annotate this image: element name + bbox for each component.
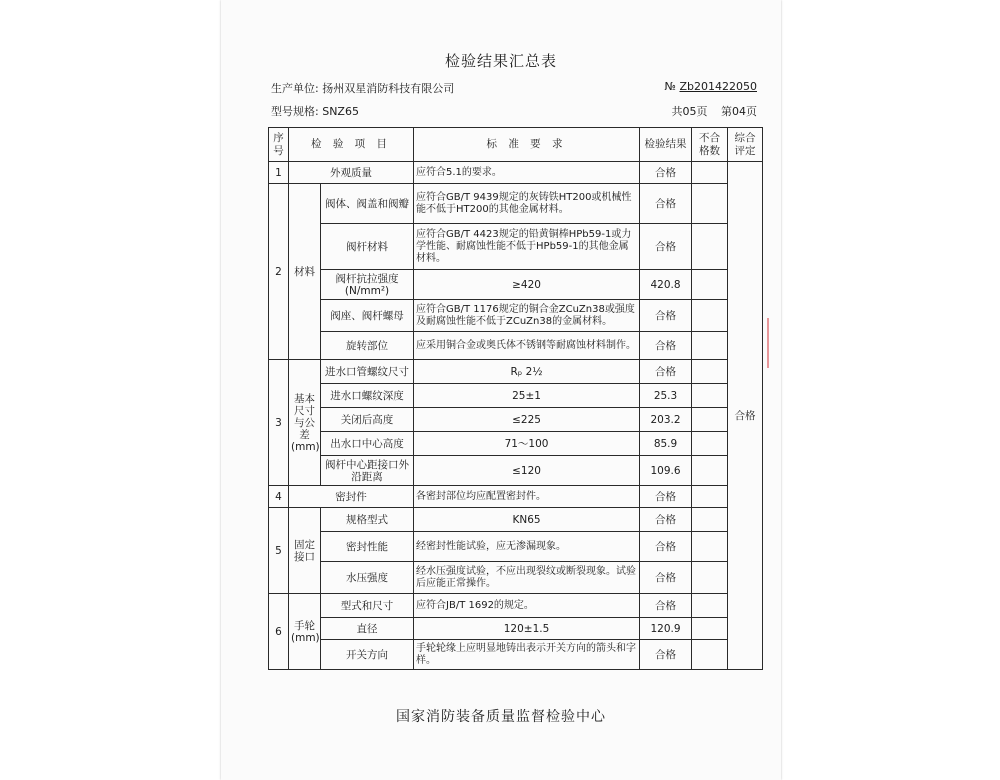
table-row <box>269 594 763 618</box>
row-subitem: 规格型式 <box>321 508 414 532</box>
row-result: 合格 <box>640 162 692 184</box>
row-fail-count <box>692 184 728 224</box>
row-requirement: 应符合5.1的要求。 <box>414 162 640 184</box>
table-row <box>269 224 763 270</box>
row-result: 203.2 <box>640 408 692 432</box>
row-requirement: KN65 <box>414 508 640 532</box>
row-fail-count <box>692 456 728 486</box>
header-fail: 不合格数 <box>692 128 728 162</box>
table-row <box>269 456 763 486</box>
report-number-value: Zb201422050 <box>679 80 757 93</box>
row-subitem: 阀杆中心距接口外沿距离 <box>321 456 414 486</box>
row-seq: 5 <box>269 508 289 594</box>
row-fail-count <box>692 384 728 408</box>
row-subitem: 水压强度 <box>321 562 414 594</box>
document-page <box>221 0 781 780</box>
row-requirement: ≤225 <box>414 408 640 432</box>
row-subitem: 密封性能 <box>321 532 414 562</box>
row-subitem: 关闭后高度 <box>321 408 414 432</box>
row-requirement: 应采用铜合金或奥氏体不锈钢等耐腐蚀材料制作。 <box>414 332 640 360</box>
row-result: 合格 <box>640 594 692 618</box>
row-result: 420.8 <box>640 270 692 300</box>
row-fail-count <box>692 594 728 618</box>
header-seq: 序号 <box>269 128 289 162</box>
table-row <box>269 562 763 594</box>
row-fail-count <box>692 508 728 532</box>
row-fail-count <box>692 618 728 640</box>
row-result: 合格 <box>640 508 692 532</box>
row-requirement: 120±1.5 <box>414 618 640 640</box>
red-seal-fragment <box>767 318 783 368</box>
row-subitem: 型式和尺寸 <box>321 594 414 618</box>
table-row <box>269 618 763 640</box>
page-indicator <box>662 103 758 119</box>
table-row <box>269 332 763 360</box>
row-subitem: 阀杆材料 <box>321 224 414 270</box>
row-requirement: 经水压强度试验，不应出现裂纹或断裂现象。试验后应能正常操作。 <box>414 562 640 594</box>
row-seq: 3 <box>269 360 289 486</box>
table-row <box>269 532 763 562</box>
header-item: 检 验 项 目 <box>289 128 414 162</box>
header-overall: 综合评定 <box>728 128 763 162</box>
row-group: 手轮(mm) <box>289 594 321 670</box>
row-subitem: 进水口螺纹深度 <box>321 384 414 408</box>
row-result: 合格 <box>640 332 692 360</box>
header-req: 标 准 要 求 <box>414 128 640 162</box>
model-label: 型号规格: <box>271 105 319 118</box>
row-fail-count <box>692 640 728 670</box>
table-row <box>269 408 763 432</box>
row-requirement: 经密封性能试验，应无渗漏现象。 <box>414 532 640 562</box>
row-fail-count <box>692 486 728 508</box>
model-value: SNZ65 <box>322 105 359 118</box>
row-result: 合格 <box>640 224 692 270</box>
row-fail-count <box>692 162 728 184</box>
row-requirement: 应符合GB/T 9439规定的灰铸铁HT200或机械性能不低于HT200的其他金属材料。 <box>414 184 640 224</box>
table-row <box>269 384 763 408</box>
row-result: 109.6 <box>640 456 692 486</box>
report-number <box>665 80 757 93</box>
table-row <box>269 300 763 332</box>
row-subitem: 开关方向 <box>321 640 414 670</box>
table-row <box>269 184 763 224</box>
row-seq: 4 <box>269 486 289 508</box>
row-fail-count <box>692 332 728 360</box>
row-result: 合格 <box>640 532 692 562</box>
row-seq: 1 <box>269 162 289 184</box>
page-current: 第04页 <box>721 105 757 118</box>
table-row <box>269 432 763 456</box>
row-subitem: 直径 <box>321 618 414 640</box>
row-requirement: 25±1 <box>414 384 640 408</box>
producer-label: 生产单位: <box>271 82 319 95</box>
row-result: 25.3 <box>640 384 692 408</box>
row-fail-count <box>692 300 728 332</box>
row-requirement: 各密封部位均应配置密封件。 <box>414 486 640 508</box>
row-fail-count <box>692 270 728 300</box>
table-row <box>269 508 763 532</box>
row-result: 120.9 <box>640 618 692 640</box>
producer-line <box>271 80 454 96</box>
row-fail-count <box>692 532 728 562</box>
report-number-label: № <box>664 80 676 93</box>
row-result: 合格 <box>640 300 692 332</box>
row-requirement: Rₚ 2½ <box>414 360 640 384</box>
row-result: 合格 <box>640 486 692 508</box>
row-result: 合格 <box>640 184 692 224</box>
row-requirement: ≤120 <box>414 456 640 486</box>
table-row <box>269 486 763 508</box>
row-fail-count <box>692 224 728 270</box>
document-title: 检验结果汇总表 <box>444 52 557 70</box>
row-subitem: 阀体、阀盖和阀瓣 <box>321 184 414 224</box>
row-result: 合格 <box>640 562 692 594</box>
row-item: 密封件 <box>289 486 414 508</box>
table-row <box>269 360 763 384</box>
row-seq: 6 <box>269 594 289 670</box>
row-fail-count <box>692 360 728 384</box>
row-group: 固定接口 <box>289 508 321 594</box>
row-fail-count <box>692 562 728 594</box>
row-subitem: 阀杆抗拉强度(N/mm²) <box>321 270 414 300</box>
row-subitem: 阀座、阀杆螺母 <box>321 300 414 332</box>
row-requirement: 应符合GB/T 1176规定的铜合金ZCuZn38或强度及耐腐蚀性能不低于ZCuZn38的金属材料。 <box>414 300 640 332</box>
row-fail-count <box>692 432 728 456</box>
table-row <box>269 162 763 184</box>
table-header-row <box>269 128 763 162</box>
row-requirement: 手轮轮缘上应明显地铸出表示开关方向的箭头和字样。 <box>414 640 640 670</box>
overall-evaluation: 合格 <box>728 162 763 670</box>
producer-value: 扬州双星消防科技有限公司 <box>322 82 455 95</box>
issuer-footer: 国家消防装备质量监督检验中心 <box>396 709 606 725</box>
row-result: 合格 <box>640 360 692 384</box>
row-fail-count <box>692 408 728 432</box>
row-requirement: ≥420 <box>414 270 640 300</box>
row-item: 外观质量 <box>289 162 414 184</box>
header-result: 检验结果 <box>640 128 692 162</box>
row-result: 合格 <box>640 640 692 670</box>
row-requirement: 应符合GB/T 4423规定的铅黄铜棒HPb59-1或力学性能、耐腐蚀性能不低于HPb59-1的其他金属材料。 <box>414 224 640 270</box>
pages-total: 共05页 <box>671 105 708 118</box>
row-result: 85.9 <box>640 432 692 456</box>
row-seq: 2 <box>269 184 289 360</box>
row-requirement: 71～100 <box>414 432 640 456</box>
row-requirement: 应符合JB/T 1692的规定。 <box>414 594 640 618</box>
row-group: 基本尺寸与公差(mm) <box>289 360 321 486</box>
results-table <box>268 127 763 670</box>
row-group: 材料 <box>289 184 321 360</box>
table-row <box>269 640 763 670</box>
model-line <box>271 103 359 119</box>
row-subitem: 出水口中心高度 <box>321 432 414 456</box>
row-subitem: 进水口管螺纹尺寸 <box>321 360 414 384</box>
table-row <box>269 270 763 300</box>
row-subitem: 旋转部位 <box>321 332 414 360</box>
